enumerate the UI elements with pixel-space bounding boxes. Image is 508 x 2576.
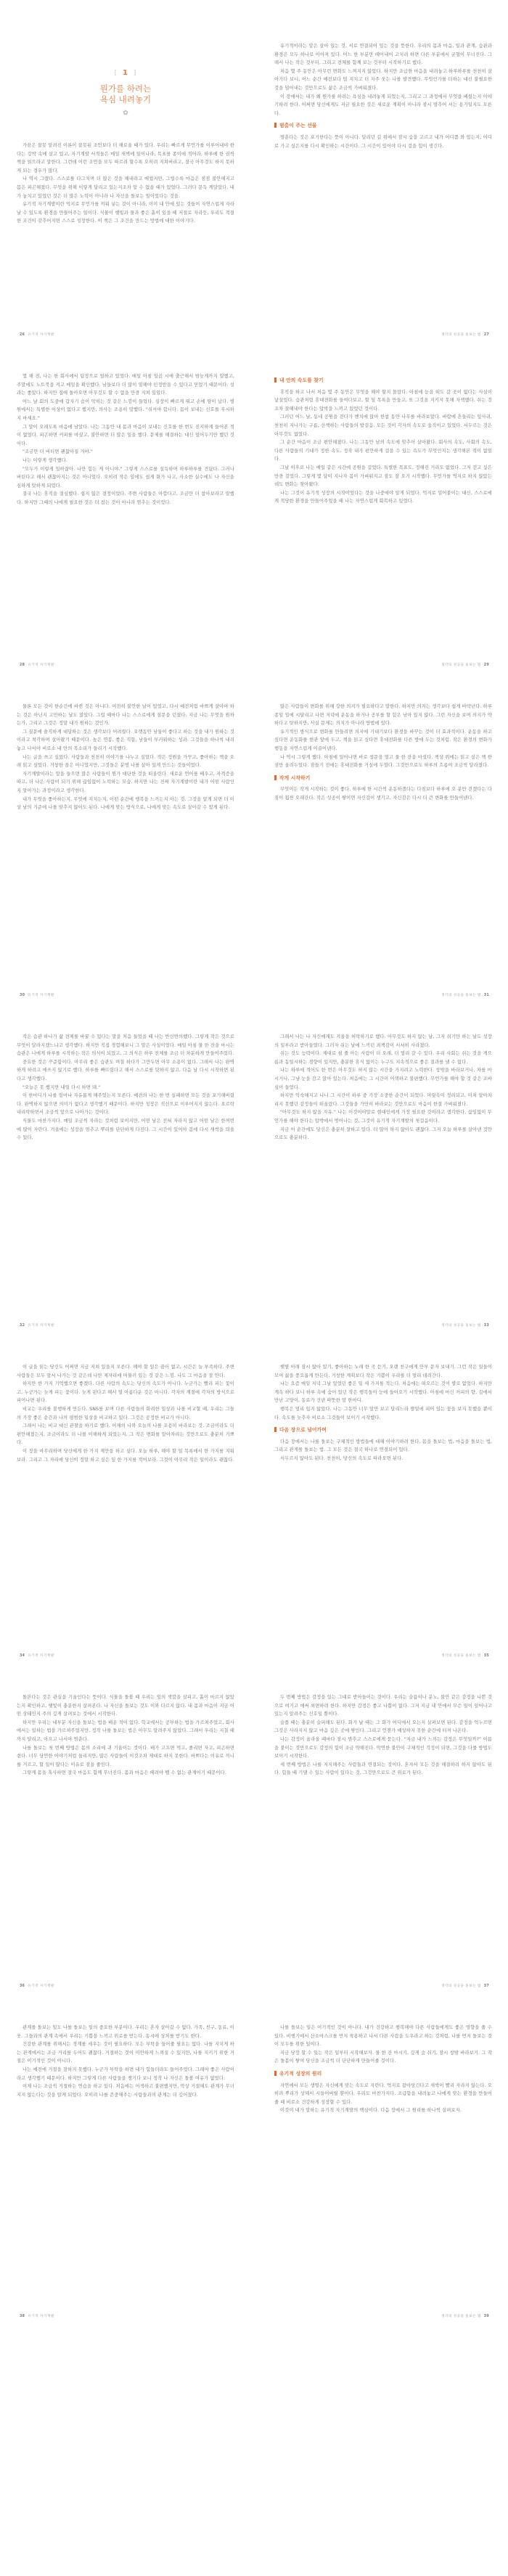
section-subheading <box>274 122 492 131</box>
paragraph: 지금 이 순간에도 당신은 충분히 잘하고 있다. 더 많이 하지 않아도 괜찮다. 그저 오늘 하루를 살아낸 것만으로도 충분하다. <box>274 1127 492 1141</box>
paragraph: 많은 사람들이 변화를 위해 강한 의지가 필요하다고 말한다. 하지만 의지는 생각보다 쉽게 바닥난다. 하루 종일 일에 시달리고 나면 저녁에 운동을 하거나 공부를 할 힘은 남아 있지 않다. 그런 자신을 보며 의지가 약하다고 탓하지만, 사실 문제는 의지가 아니라 방법에 있다. <box>274 704 492 727</box>
paragraph: "아무것도 하지 않을 자유." 나는 이것이야말로 현대인에게 가장 필요한 것이라고 생각한다. 끊임없이 무언가를 해야 한다는 압박에서 벗어나는 것, 그것이 유기적 자기계발의 첫걸음이다. <box>274 1110 492 1124</box>
paragraph: 관계를 돌보는 일도 나를 돌보는 일의 중요한 부분이다. 우리는 혼자 살아갈 수 없다. 가족, 친구, 동료, 이웃. 그들과의 관계 속에서 우리는 기쁨을 느끼고 위로를 받는다. 동시에 상처를 받기도 한다. <box>17 2025 234 2039</box>
bar-marker-icon <box>274 123 276 128</box>
page-number: 31 <box>483 994 489 997</box>
body-text <box>274 1693 492 1778</box>
paragraph: 이 장에서는 내가 왜 뭔가를 하려는 욕심을 내려놓게 되었는지, 그리고 그 과정에서 무엇을 배웠는지 이야기하려 한다. 어쩌면 당신에게도 지금 필요한 것은 새로운 계획이 아니라 잠시 멈추어 서는 용기일지도 모른다. <box>274 94 492 116</box>
page-number: 29 <box>483 663 489 667</box>
bar-marker-icon <box>274 775 276 780</box>
running-subtitle: 생각의 성공을 돌보는 법 <box>441 994 481 997</box>
page-footer <box>17 662 54 667</box>
paragraph: 이것이 내가 말하는 유기적 자기계발의 핵심이다. 다음 장에서 그 원리를 하나씩 살펴보자. <box>280 2108 462 2114</box>
paragraph: 슬플 때는 충분히 슬퍼해도 된다. 화가 날 때는 그 화가 어디에서 오는지 살펴보면 된다. 감정을 억누르면 그것은 사라지지 않고 마음 깊은 곳에 쌓인다. 그리고 언젠가 예상하지 못한 순간에 터져 나온다. <box>274 1720 492 1734</box>
left-page <box>17 2018 234 2323</box>
right-page <box>274 367 492 671</box>
running-subtitle: 생각의 성공을 돌보는 법 <box>441 1984 481 1988</box>
right-page <box>274 36 492 341</box>
body-text <box>17 2024 234 2099</box>
body-text <box>274 1363 492 1463</box>
running-subtitle: 생각의 성공을 돌보는 법 <box>441 333 481 337</box>
right-page <box>274 1027 492 1332</box>
paragraph: 두 번째 방법은 감정을 있는 그대로 받아들이는 것이다. 우리는 슬픔이나 분노, 불안 같은 감정을 나쁜 것으로 여기고 애써 외면하려 한다. 하지만 감정은 좋고 나쁨이 없다. 그저 지금 내 안에서 무슨 일이 일어나고 있는지 알려주는 신호일 뿐이다. <box>274 1695 492 1717</box>
bar-marker-icon <box>274 377 276 383</box>
paragraph: 그 말이 오래도록 마음에 남았다. 나는 그동안 내 몸과 마음이 보내는 신호를 한 번도 진지하게 들어본 적이 없었다. 피곤하면 커피를 마셨고, 불안하면 더 많은 일을 했다. 문제를 해결하는 대신 덮어두기만 했던 것이다. <box>17 424 234 446</box>
paragraph: 무엇이든 작게 시작하는 것이 좋다. 하루에 한 시간씩 운동하겠다는 다짐보다 하루에 오 분만 걷겠다는 다짐이 훨씬 오래간다. 작은 성공이 쌓이면 자신감이 생기고, 자신감은 다시 더 큰 변화를 만들어낸다. <box>274 787 492 801</box>
section-subheading-text: 다음 장으로 넘어가며 <box>279 1427 327 1434</box>
body-text <box>17 1693 234 1778</box>
paragraph: 그렇게 몸을 혹사하면 결국 마음도 함께 무너진다. 몸과 마음은 떼려야 뗄 수 없는 관계이기 때문이다. <box>22 1770 226 1776</box>
paragraph: 나는 하루에 적어도 한 번은 아무것도 하지 않는 시간을 가지려고 노력한다. 창밖을 바라보거나, 차를 마시거나, 그냥 눈을 감고 앉아 있는다. 처음에는 그 시간이 어색하고 불편했다. 무언가를 해야 할 것 같은 조바심이 들었다. <box>274 1068 492 1090</box>
paragraph: 멈춘다는 것은 포기한다는 뜻이 아니다. 달리던 길 위에서 잠시 숨을 고르고 내가 어디쯤 와 있는지, 어디로 가고 싶은지를 다시 확인하는 시간이다. 그 시간이 있어야 다시 걸을 힘이 생긴다. <box>274 134 492 149</box>
paragraph: 그 순간 마음이 조금 편안해졌다. 나는 그동안 남의 속도에 맞추어 살아왔다. 회사의 속도, 사회의 속도, 다른 사람들의 기대가 정한 속도. 정작 내가 편안하게 걸을 수 있는 속도가 무엇인지는 생각해본 적이 없었다. <box>274 440 492 462</box>
section-subheading <box>274 377 492 385</box>
page-footer <box>17 1322 54 1328</box>
paragraph: 이 장을 마무리하며 당신에게 한 가지 제안을 하고 싶다. 오늘 하루, 해야 할 일 목록에서 한 가지를 지워보라. 그리고 그 자리에 당신이 정말 하고 싶은 일 한 가지를 적어보라. 그것이 아무리 작은 일이라도 괜찮다. <box>17 1448 234 1463</box>
page-number: 37 <box>483 1984 489 1988</box>
running-title: 유기적 자기계발 <box>28 2315 54 2318</box>
page-number: 33 <box>483 1324 489 1328</box>
page-footer <box>17 2313 54 2318</box>
page-number: 38 <box>20 2315 25 2318</box>
chapter-number: [ 1 ] <box>114 69 137 77</box>
page-number: 35 <box>483 1654 489 1658</box>
paragraph: 식물도 마찬가지다. 매일 조금씩 자라는 것처럼 보이지만, 어떤 날은 전혀 자라지 않고 어떤 날은 한꺼번에 많이 자란다. 겨울에는 성장을 멈추고 뿌리를 단단하게 다진다. 그 시간이 있어야 봄에 다시 새싹을 틔울 수 있다. <box>17 1118 234 1141</box>
section-subheading <box>274 774 492 783</box>
page-spread <box>0 1688 508 1992</box>
paragraph: 이 한마디가 나를 얼마나 자유롭게 해주었는지 모른다. 예전의 나는 한 번 실패하면 모든 것을 포기해버렸다. 완벽하지 않으면 의미가 없다고 생각했기 때문이다. 하지만 성장은 직선으로 이루어지지 않는다. 오르락내리락하면서 조금씩 앞으로 나아가는 것이다. <box>17 1093 234 1116</box>
page-footer <box>441 1653 492 1658</box>
running-subtitle: 생각의 성공을 돌보는 법 <box>441 1324 481 1328</box>
body-text <box>274 42 492 150</box>
page-spread <box>0 2018 508 2323</box>
body-text <box>17 372 234 507</box>
paragraph: 그 질문에 솔직하게 대답하는 것은 생각보다 어려웠다. 오랫동안 남들이 좋다고 하는 것을 내가 원하는 것이라고 착각하며 살아왔기 때문이다. 높은 연봉, 좋은 직함, 남들이 부러워하는 성과. 그것들을 하나씩 내려놓고 나서야 비로소 내 안의 목소리가 들리기 시작했다. <box>17 729 234 751</box>
running-title: 유기적 자기계발 <box>28 333 54 337</box>
section-subheading-text: 멈춤이 주는 선물 <box>279 123 317 129</box>
paragraph: 나는 이렇게 생각했다. <box>22 457 67 463</box>
paragraph: 행복은 멀리 있지 않았다. 나는 그동안 너무 앞만 보고 달리느라 발밑에 피어 있는 꽃을 보지 못했을 뿐이다. 속도를 늦추자 비로소 그것들이 보이기 시작했다. <box>274 1406 492 1420</box>
running-title: 유기적 자기계발 <box>28 663 54 667</box>
body-text <box>17 1363 234 1464</box>
page-footer <box>17 992 54 997</box>
page-spread <box>0 36 508 341</box>
paragraph: 그래서 나는 나 자신에게도 겨울을 허락하기로 했다. 아무것도 하지 않는 날, 그저 쉬기만 하는 날도 성장의 일부라고 받아들였다. 그러자 쉬는 날에 느끼던 죄책감이 서서히 사라졌다. <box>274 1034 492 1048</box>
paragraph: 자연에서 모든 생명은 자신에게 맞는 속도로 자란다. 억지로 잡아당긴다고 새싹이 빨리 자라지 않는다. 오히려 뿌리가 상해서 시들어버릴 뿐이다. 우리도 마찬가지다. 조급함을 내려놓고 나에게 맞는 환경을 만들어줄 때 비로소 건강하게 성장할 수 있다. <box>274 2082 492 2105</box>
right-page <box>274 1357 492 1662</box>
page-footer <box>17 332 54 337</box>
running-title: 유기적 자기계발 <box>28 994 54 997</box>
left-page <box>17 36 234 341</box>
page-spread <box>0 697 508 1002</box>
page-number: 39 <box>483 2315 489 2318</box>
page-footer <box>441 332 492 337</box>
paragraph: 이제 나는 조금씩 거절하는 연습을 하고 있다. 처음에는 어색하고 불편했지만, 막상 거절해도 관계가 무너지지 않는다는 것을 알게 되었다. 오히려 나를 존중해주는 사람들과의 관계는 더 깊어졌다. <box>17 2084 234 2098</box>
paragraph: 나는 예전에 거절을 잘하지 못했다. 누군가 부탁을 하면 내가 힘들더라도 들어주었다. 그래야 좋은 사람이라고 생각했기 때문이다. 하지만 그렇게 다른 사람들을 챙기다 보니 정작 나 자신은 돌볼 여유가 없었다. <box>17 2066 234 2081</box>
running-subtitle: 생각의 성공을 돌보는 법 <box>441 1654 481 1658</box>
bar-marker-icon <box>274 2071 276 2076</box>
paragraph: 나 역시 그렇게 했다. 아침에 일어나면 바로 창문을 열고 물 한 잔을 마셨다. 책상 위에는 읽고 싶은 책 한 권만 올려두었다. 잠들기 전에는 휴대전화를 거실에 두었다. 그것만으로도 하루의 흐름이 조금씩 달라졌다. <box>274 754 492 769</box>
right-page <box>274 697 492 1002</box>
paragraph: 중요한 것은 꾸준함이다. 아무리 좋은 습관도 며칠 하다가 그만두면 아무 소용이 없다. 그래서 나는 완벽하게 하려고 애쓰지 않기로 했다. 하루를 빠뜨렸다고 해서 스스로를 탓하지 않고, 다음 날 다시 시작하면 된다고 생각했다. <box>17 1059 234 1081</box>
section-subheading-text: 작게 시작하기 <box>279 774 311 781</box>
page-number: 36 <box>20 1984 25 1988</box>
paragraph: 나를 돌보는 첫 번째 방법은 몸의 소리에 귀 기울이는 것이다. 배가 고프면 먹고, 졸리면 자고, 피곤하면 쉰다. 너무 당연한 이야기처럼 들리지만, 많은 사람들이 이것조차 제대로 하지 못한다. 바쁘다는 이유로 끼니를 거르고, 할 일이 많다는 이유로 잠을 줄인다. <box>17 1745 234 1767</box>
running-title: 유기적 자기계발 <box>28 1654 54 1658</box>
paragraph: 자기계발이라는 말을 들으면 많은 사람들이 뭔가 대단한 것을 떠올린다. 새로운 언어를 배우고, 자격증을 따고, 더 나은 사람이 되기 위해 끊임없이 노력하는 모습. 하지만 나는 진짜 자기계발이란 내가 어떤 사람인지 알아가는 과정이라고 생각한다. <box>17 771 234 793</box>
paragraph: 유기적 자기계발이란 억지로 무언가를 끼워 넣는 것이 아니라, 이미 내 안에 있는 것들이 자연스럽게 자라날 수 있도록 환경을 만들어주는 일이다. 식물이 햇빛과 물과 좋은 흙이 있을 때 저절로 자라듯, 우리도 적절한 조건이 갖추어지면 스스로 성장한다. 이 책은 그 조건을 만드는 방법에 대한 이야기다. <box>17 202 234 224</box>
paragraph: 유기적이라는 말은 살아 있는 것, 서로 연결되어 있는 것을 뜻한다. 우리의 몸과 마음, 일과 관계, 습관과 환경은 모두 하나로 이어져 있다. 어느 한 부분만 떼어내어 고치려 하면 다른 부분에서 균형이 무너진다. 그래서 나는 작은 것부터, 그리고 전체를 함께 보는 것부터 시작하기로 했다. <box>274 44 492 66</box>
paragraph: 결국 나는 휴직을 결심했다. 쉽지 않은 결정이었다. 주변 사람들은 아깝다고, 조금만 더 참아보라고 말했다. 하지만 그때의 나에게 필요한 것은 더 참는 것이 아니라 멈추는 것이었다. <box>17 491 234 505</box>
flower-icon: ✿ <box>123 110 128 117</box>
paragraph: 나는 그것이 유기적 성장의 시작이었다는 것을 나중에야 알게 되었다. 억지로 밀어붙이는 대신, 스스로에게 적당한 환경을 만들어주었을 때 나는 자연스럽게 회복하고 있었다. <box>274 490 492 504</box>
body-text <box>17 1033 234 1142</box>
paragraph: 세 번째 방법은 나를 지지해주는 사람들과 연결되는 것이다. 혼자서 모든 것을 해결하려 하지 않아도 된다. 힘들 때 기댈 수 있는 사람이 있다는 것, 그것만으로도 큰 위로가 된다. <box>274 1762 492 1776</box>
paragraph: 다음 장에서는 나를 돌보는 구체적인 방법들에 대해 이야기하려 한다. 몸을 돌보는 법, 마음을 돌보는 법, 그리고 관계를 돌보는 법. 그 모든 것은 결국 하나로 연결되어 있다. <box>274 1439 492 1453</box>
paragraph: 쉬는 것도 능력이다. 제대로 쉴 줄 아는 사람이 더 오래, 더 멀리 갈 수 있다. 우리 사회는 쉬는 것을 게으름과 동일시하는 경향이 있지만, 충분한 휴식 없이는 누구도 지속적으로 좋은 결과를 낼 수 없다. <box>274 1051 492 1065</box>
chapter-title: 뭔가를 하려는 욕심 내려놓기 <box>99 83 152 105</box>
paragraph: 지금 당장 할 수 있는 작은 일부터 시작해보자. 물 한 잔 마시기, 깊게 숨 쉬기, 잠시 창밖 바라보기. 그 작은 돌봄이 쌓여 당신을 조금씩 더 단단하게 만들어줄 것이다. <box>274 2050 492 2064</box>
section-subheading-text: 내 안의 속도를 찾기 <box>279 377 324 383</box>
paragraph: 하지만 우리는 대부분 자신을 돌보는 법을 배운 적이 없다. 학교에서는 공부하는 법을 가르쳐주었고, 회사에서는 일하는 법을 가르쳐주었지만, 정작 나를 돌보는 법은 아무도 알려주지 않았다. 그래서 우리는 지칠 때까지 달리고, 아프고 나서야 멈춘다. <box>17 1720 234 1742</box>
paragraph: 내가 무엇을 좋아하는지, 무엇에 지치는지, 어떤 순간에 행복을 느끼는지 아는 것. 그것을 알게 되면 더 이상 남의 기준에 나를 맞추지 않아도 된다. 나에게 맞는 방식으로, 나에게 맞는 속도로 살아갈 수 있게 된다. <box>17 796 234 811</box>
paragraph: 물론 모든 것이 한순간에 바뀐 것은 아니다. 여전히 불안한 날이 있었고, 다시 예전처럼 바쁘게 살아야 하는 것은 아닌지 고민하는 날도 많았다. 그럴 때마다 나는 스스로에게 질문을 던졌다. 지금 나는 무엇을 원하는가, 그리고 그것은 정말 내가 원하는 것인가. <box>17 704 234 727</box>
left-page <box>17 1688 234 1992</box>
paragraph: 나는 글을 쓰고 싶었다. 사람들과 천천히 이야기를 나누고 싶었다. 작은 정원을 가꾸고, 좋아하는 책을 오래 읽고 싶었다. 거창한 꿈은 아니었지만, 그것들은 분명 나를 살아 있게 만드는 것들이었다. <box>17 754 234 769</box>
bar-marker-icon <box>274 1427 276 1432</box>
right-page <box>274 2018 492 2323</box>
paragraph: 서두르지 않아도 된다. 천천히, 당신의 속도로 따라오면 된다. <box>280 1455 403 1461</box>
section-subheading <box>274 2070 492 2079</box>
body-text <box>274 2024 492 2115</box>
running-subtitle: 생각의 성공을 돌보는 법 <box>441 663 481 667</box>
page-spread <box>0 1027 508 1332</box>
body-text <box>17 703 234 812</box>
paragraph: "모두가 이렇게 일하잖아. 나만 힘든 게 아니야." 그렇게 스스로를 설득하며 하루하루를 견뎠다. 그러나 버틴다고 해서 괜찮아지는 것은 아니었다. 오히려 작은 일에도 쉽게 화가 나고, 사소한 실수에도 나 자신을 심하게 탓하게 되었다. <box>17 466 234 488</box>
page-number: 34 <box>20 1654 25 1658</box>
paragraph: 햇볕 아래 잠시 앉아 있기, 좋아하는 노래 한 곡 듣기, 오랜 친구에게 안부 문자 보내기. 그런 작은 일들이 모여 삶을 풍요롭게 만든다. 거창한 계획보다 작은 기쁨이 우리를 더 멀리 데려간다. <box>274 1365 492 1378</box>
paragraph: 이 글을 읽는 당신도 어쩌면 지금 지쳐 있을지 모른다. 해야 할 일은 끝이 없고, 시간은 늘 부족하다. 주변 사람들은 모두 앞서 나가는 것 같은데 나만 제자리에 머물러 있는 것 같은 느낌. 나도 그 마음을 잘 안다. <box>17 1365 234 1378</box>
chapter-opener <box>17 64 234 117</box>
page-number: 27 <box>483 333 489 337</box>
paragraph: 건강한 관계를 위해서는 경계를 세우는 것이 필요하다. 모든 부탁을 들어줄 필요는 없다. 나를 지치게 하는 관계에서는 조금 거리를 두어도 괜찮다. 거절하는 것이 미안하게 느껴질 수 있지만, 나를 지키기 위한 거절은 이기적인 것이 아니다. <box>17 2042 234 2064</box>
page-footer <box>441 1983 492 1988</box>
paragraph: 그러던 어느 날, 동네 공원을 걷다가 벤치에 앉아 한참 동안 나무를 바라보았다. 바람에 흔들리는 잎사귀, 천천히 지나가는 구름, 산책하는 사람들의 발걸음. 모든 것이 각자의 속도로 움직이고 있었다. 서두르는 것은 아무것도 없었다. <box>274 414 492 437</box>
body-text <box>17 142 234 226</box>
page-footer <box>441 1322 492 1328</box>
section-subheading <box>274 1426 492 1435</box>
left-page <box>17 1027 234 1332</box>
paragraph: 처음 몇 주 동안은 아무런 변화도 느껴지지 않았다. 하지만 조급한 마음을 내려놓고 하루하루를 천천히 살아가다 보니, 어느 순간 예전보다 덜 지치고 더 자주 웃는 나를 발견했다. 무엇인가를 더하는 대신 불필요한 것을 덜어내는 것만으로도 삶은 조금씩 가벼워졌다. <box>274 68 492 91</box>
page-number: 28 <box>20 663 25 667</box>
paragraph: 나를 돌보는 일은 이기적인 것이 아니다. 내가 건강하고 행복해야 다른 사람들에게도 좋은 영향을 줄 수 있다. 비행기에서 산소마스크를 먼저 착용하고 나서 다른 사람을 도우라고 하는 것처럼, 나를 먼저 돌보는 것이 모두를 위한 일이다. <box>274 2025 492 2048</box>
paragraph: 유기적인 방식으로 변화를 만들려면 의지에 기대기보다 환경을 바꾸는 것이 더 효과적이다. 운동을 하고 싶다면 운동화를 현관 앞에 두고, 책을 읽고 싶다면 휴대전화를 다른 방에 두는 것처럼. 작은 환경의 변화가 행동을 자연스럽게 이끌어낸다. <box>274 729 492 751</box>
paragraph: 가끔은 잘못 알려진 이론이 잘못된 조언보다 더 해로울 때가 있다. 우리는 빠르게 무언가를 이루어내야 한다는 강박 속에 살고 있고, 자기계발 서적들은 매일 새벽에 일어나라, 목표를 종이에 적어라, 하루에 한 권씩 책을 읽으라고 말한다. 그런데 이런 조언을 모두 따르려 할수록 오히려 지쳐버리고, 결국 아무것도 하지 못하게 되는 경우가 많다. <box>17 143 234 173</box>
paragraph: "오늘은 못 했지만 내일 다시 하면 돼." <box>22 1084 101 1090</box>
page-footer <box>17 1653 54 1658</box>
page-footer <box>441 992 492 997</box>
running-title: 유기적 자기계발 <box>28 1324 54 1328</box>
paragraph: 작은 습관 하나가 삶 전체를 바꿀 수 있다는 말을 처음 들었을 때 나는 반신반의했다. 그렇게 작은 것으로 무엇이 달라지겠느냐고 생각했다. 하지만 직접 경험해보니 그 말은 사실이었다. 매일 아침 물 한 잔을 마시는 습관은 나에게 하루를 시작하는 작은 의식이 되었고, 그 의식은 하루 전체를 조금 더 차분하게 만들어주었다. <box>17 1034 234 1057</box>
paragraph: 어느 날 회의 도중에 갑자기 숨이 막히는 것 같은 느낌이 들었다. 심장이 빠르게 뛰고 손에 땀이 났다. 병원에서는 특별한 이상이 없다고 했지만, 의사는 조용히 말했다. "쉬셔야 합니다. 몸이 보내는 신호를 무시하지 마세요." <box>17 398 234 421</box>
paragraph: 그래서 나는 비교 대신 관찰을 하기로 했다. 어제의 나와 오늘의 나를 조용히 바라보는 것. 조금이라도 더 편안해졌는지, 조금이라도 더 나를 이해하게 되었는지. 그 작은 변화를 알아차리는 것만으로도 충분히 기쁘다. <box>17 1423 234 1446</box>
left-page <box>17 367 234 671</box>
page-number: 26 <box>20 333 25 337</box>
paragraph: "조금만 더 버티면 괜찮아질 거야." <box>22 449 93 455</box>
page-spread <box>0 367 508 671</box>
page-footer <box>17 1983 54 1988</box>
page-number: 30 <box>20 994 25 997</box>
body-text <box>274 703 492 803</box>
body-text <box>274 1033 492 1142</box>
left-page <box>17 1357 234 1662</box>
paragraph: 나는 감정이 올라올 때마다 잠시 멈추고 스스로에게 묻는다. "지금 내가 느끼는 감정은 무엇일까?" 이름을 붙이는 것만으로도 감정의 힘이 조금 약해진다. 막연한 불안이 구체적인 걱정이 되면, 그것을 다룰 방법도 보이기 시작한다. <box>274 1736 492 1759</box>
paragraph: 나는 요즘 매일 저녁 그날 있었던 좋은 일 세 가지를 적는다. 처음에는 떠오르는 것이 별로 없었다. 하지만 계속 하다 보니 하루 속에 숨어 있던 작은 행복들이 눈에 들어오기 시작했다. 아침에 마신 커피의 향, 길에서 만난 고양이, 동료가 건넨 따뜻한 말 한마디. <box>274 1381 492 1404</box>
page-footer <box>441 662 492 667</box>
paragraph: 하지만 익숙해지고 나니 그 시간이 하루 중 가장 소중한 순간이 되었다. 머릿속이 정리되고, 미처 알아차리지 못했던 감정들이 떠올랐다. 그것들을 가만히 바라보는 것만으로도 마음이 한결 가벼워졌다. <box>274 1093 492 1107</box>
section-subheading-text: 유기적 성장의 원리 <box>279 2070 322 2077</box>
running-subtitle: 생각의 성공을 돌보는 법 <box>441 2315 481 2318</box>
page-spread <box>0 1357 508 1662</box>
paragraph: 몇 해 전, 나는 한 회사에서 팀장으로 일하고 있었다. 매일 아침 일곱 시에 출근해서 밤늦게까지 일했고, 주말에도 노트북을 켜고 메일을 확인했다. 남들보다 더 많이 일해야 인정받을 수 있다고 믿었기 때문이다. 성과는 좋았다. 하지만 집에 돌아오면 아무것도 할 수 없을 만큼 지쳐 있었다. <box>17 374 234 396</box>
page-footer <box>441 2313 492 2318</box>
page-number: 32 <box>20 1324 25 1328</box>
paragraph: 비교는 우리를 불행하게 만든다. SNS를 보며 다른 사람들의 화려한 일상과 나를 비교할 때, 우리는 그들의 가장 좋은 순간과 나의 평범한 일상을 비교하고 있다. 그것은 공정한 비교가 아니다. <box>17 1406 234 1420</box>
right-page <box>274 1688 492 1992</box>
running-title: 유기적 자기계발 <box>28 1984 54 1988</box>
paragraph: 그날 이후로 나는 매일 같은 시간에 공원을 걸었다. 특별한 목표도, 정해진 거리도 없었다. 그저 걷고 싶은 만큼 걸었다. 그렇게 몇 달이 지나자 몸이 가벼워지고 잠도 잘 오기 시작했다. 무언가를 억지로 하지 않았는데도 변화는 찾아왔다. <box>274 465 492 488</box>
left-page <box>17 697 234 1002</box>
paragraph: 하지만 한 가지 기억했으면 좋겠다. 다른 사람의 속도는 당신의 속도가 아니다. 누군가는 빨리 피는 꽃이고, 누군가는 늦게 피는 꽃이다. 늦게 핀다고 해서 덜 아름다운 것은 아니다. 각자의 계절에 각자의 방식으로 피어나면 된다. <box>17 1381 234 1404</box>
paragraph: 휴직을 하고 나서 처음 몇 주 동안은 무엇을 해야 할지 몰랐다. 아침에 눈을 떠도 갈 곳이 없다는 사실이 낯설었다. 습관처럼 휴대전화를 들여다보고, 할 일 목록을 만들고, 또 그것을 지키지 못해 자책했다. 쉬는 것조차 잘해내야 한다는 압박을 느끼고 있었던 것이다. <box>274 389 492 412</box>
paragraph: 돌본다는 것은 관심을 기울인다는 뜻이다. 식물을 돌볼 때 우리는 잎의 색깔을 살피고, 흙이 마르지 않았는지 확인하고, 햇빛이 충분한지 살펴본다. 나 자신을 돌보는 것도 이와 다르지 않다. 내 몸과 마음이 지금 어떤 상태인지 주의 깊게 살펴보는 것에서 시작한다. <box>17 1695 234 1717</box>
body-text <box>274 372 492 506</box>
paragraph: 나 역시 그랬다. 스스로를 다그치며 더 많은 것을 해내려고 애썼지만, 그럴수록 마음은 점점 불안해지고 몸은 피곤해졌다. 무엇을 위해 이렇게 달리고 있는지조차 알 수 없을 때가 있었다. 그러다 문득 깨달았다. 내가 놓치고 있었던 것은 더 많은 노력이 아니라 나 자신을 돌보는 일이었다는 것을. <box>17 176 234 199</box>
